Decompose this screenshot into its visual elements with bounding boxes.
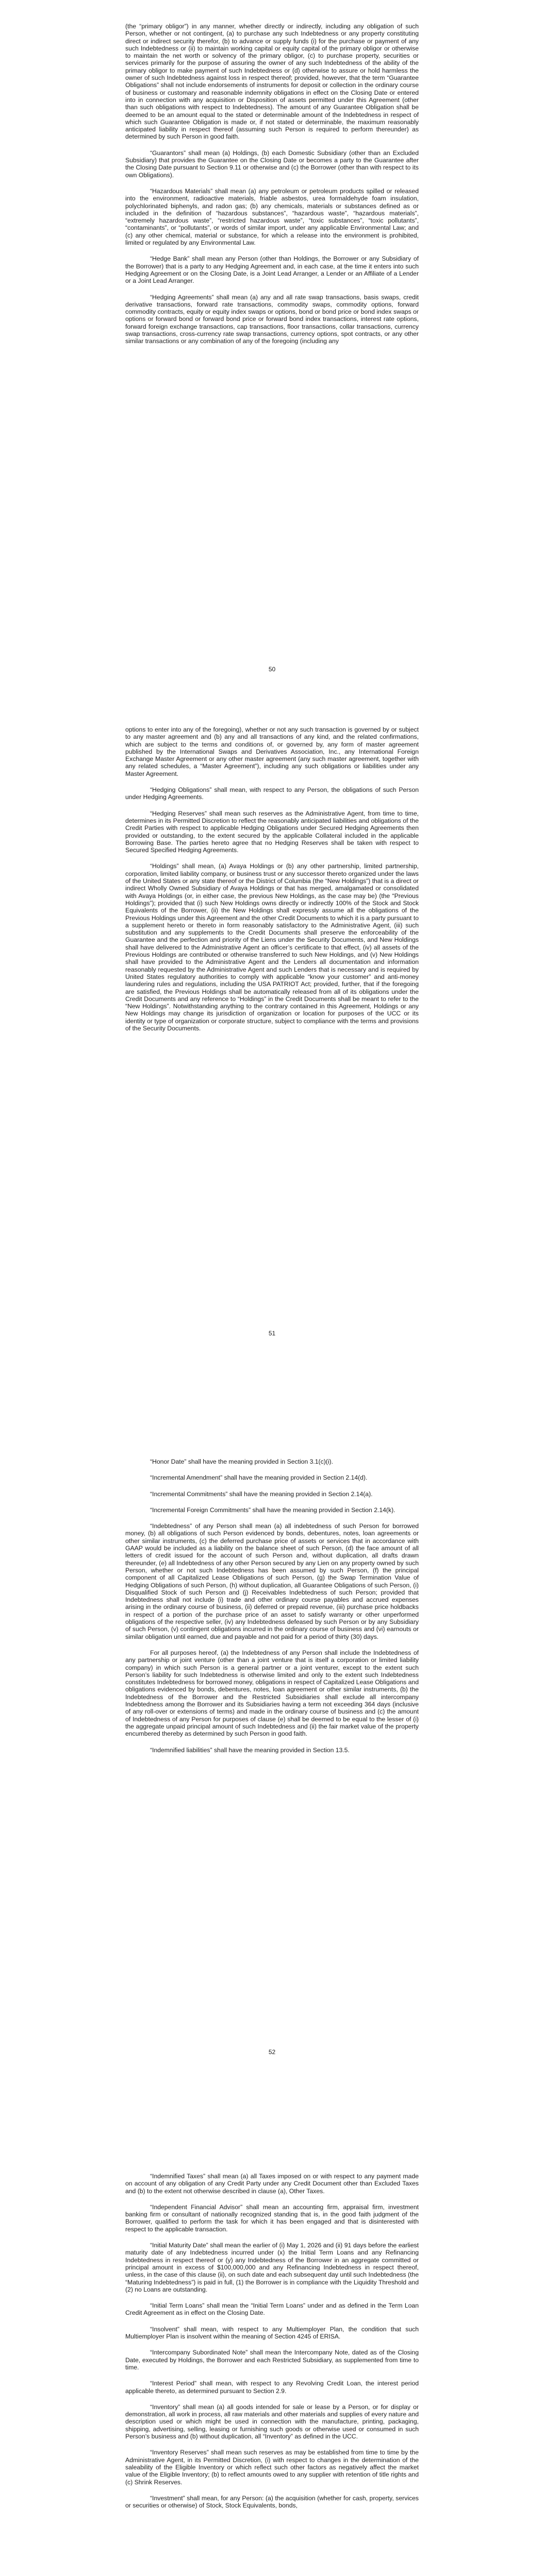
- paragraph: “Hedging Obligations” shall mean, with respect to any Person, the obligations of such Person under Hedging Agreements.: [125, 786, 419, 801]
- paragraph: “Incremental Amendment” shall have the meaning provided in Section 2.14(d).: [150, 1474, 368, 1482]
- paragraph: “Incremental Commitments” shall have the meaning provided in Section 2.14(a).: [150, 1490, 373, 1498]
- paragraph: “Intercompany Subordinated Note” shall mean the Intercompany Note, dated as of the Closing Date, executed by Holdings, the Borrower and each Restricted Subsidiary, as supplemented from time to time.: [125, 2349, 419, 2371]
- page-number: 52: [268, 2048, 276, 2056]
- paragraph: “Investment” shall mean, for any Person: (a) the acquisition (whether for cash, property, services or securities or otherwise) of Stock, Stock Equivalents, bonds,: [125, 2494, 419, 2510]
- paragraph: “Interest Period” shall mean, with respect to any Revolving Credit Loan, the interest period applicable thereto, as determined pursuant to Section 2.9.: [125, 2380, 419, 2395]
- paragraph: “Initial Maturity Date” shall mean the earlier of (i) May 1, 2026 and (ii) 91 days before the earliest maturity date of any Indebtedness incurred under (x) the Initial Term Loans and any Refinancing Indebtedness in respect thereof or (y) any Indebtedness of the Borrower in an aggregate committed or principal amount in excess of $100,000,000 and any Refinancing Indebtedness in respect thereof, unless, in the case of this clause (ii), on such date and each subsequent day until such Indebtedness (the “Maturing Indebtedness”) is paid in full, (1) the Borrower is in compliance with the Liquidity Threshold and (2) no Loans are outstanding.: [125, 2242, 419, 2293]
- page-number: 50: [268, 666, 276, 673]
- paragraph: “Initial Term Loans” shall mean the “Initial Term Loans” under and as defined in the Term Loan Credit Agreement as in effect on the Closing Date.: [125, 2302, 419, 2317]
- paragraph: “Holdings” shall mean, (a) Avaya Holdings or (b) any other partnership, limited partnership, corporation, limited liability company, or business trust or any successor thereto organized under the laws of the United States or any state thereof or the District of Columbia (the “New Holdings”) that is a direct or indirect Wholly Owned Subsidiary of Avaya Holdings or that has merged, amalgamated or consolidated with Avaya Holdings (or, in either case, the previous New Holdings, as the case may be) (the “Previous Holdings”); provided that (i) such New Holdings owns directly or indirectly 100% of the Stock and Stock Equivalents of the Borrower, (ii) the New Holdings shall expressly assume all the obligations of the Previous Holdings under this Agreement and the other Credit Documents to which it is a party pursuant to a supplement hereto or thereto in form reasonably satisfactory to the Administrative Agent, (iii) such substitution and any supplements to the Credit Documents shall preserve the enforceability of the Guarantee and the perfection and priority of the Liens under the Security Documents, and New Holdings shall have delivered to the Administrative Agent an officer’s certificate to that effect, (iv) all assets of the Previous Holdings are contributed or otherwise transferred to such New Holdings, and (v) New Holdings shall have provided to the Administrative Agent and the Lenders all documentation and information reasonably requested by the Administrative Agent and such Lenders that is necessary and is required by United States regulatory authorities to comply with applicable “know your customer” and anti-money laundering rules and regulations, including the USA PATRIOT Act; provided, further, that if the foregoing are satisfied, the Previous Holdings shall be automatically released from all of its obligations under the Credit Documents and any reference to “Holdings” in the Credit Documents shall be meant to refer to the “New Holdings”. Notwithstanding anything to the contrary contained in this Agreement, Holdings or any New Holdings may change its jurisdiction of organization or location for purposes of the UCC or its identity or type of organization or corporate structure, subject to compliance with the terms and provisions of the Security Documents.: [125, 862, 419, 1032]
- paragraph: options to enter into any of the foregoing), whether or not any such transaction is governed by or subject to any master agreement and (b) any and all transactions of any kind, and the related confirmations, which are subject to the terms and conditions of, or governed by, any form of master agreement published by the International Swaps and Derivatives Association, Inc., any International Foreign Exchange Master Agreement or any other master agreement (any such master agreement, together with any related schedules, a “Master Agreement”), including any such obligations or liabilities under any Master Agreement.: [125, 726, 419, 777]
- paragraph: “Inventory Reserves” shall mean such reserves as may be established from time to time by the Administrative Agent, in its Permitted Discretion, (i) with respect to changes in the determination of the saleability of the Eligible Inventory or which reflect such other factors as negatively affect the market value of the Eligible Inventory; (b) to reflect amounts owed to any supplier with retention of title rights and (c) Shrink Reserves.: [125, 2449, 419, 2486]
- paragraph: “Honor Date” shall have the meaning provided in Section 3.1(c)(i).: [150, 1458, 333, 1465]
- paragraph: “Guarantors” shall mean (a) Holdings, (b) each Domestic Subsidiary (other than an Excluded Subsidiary) that provides the Guarantee on the Closing Date or becomes a party to the Guarantee after the Closing Date pursuant to Section 9.11 or otherwise and (c) the Borrower (other than with respect to its own Obligations).: [125, 149, 419, 179]
- paragraph: “Hedge Bank” shall mean any Person (other than Holdings, the Borrower or any Subsidiary of the Borrower) that is a party to any Hedging Agreement and, in each case, at the time it enters into such Hedging Agreement or on the Closing Date, is a Joint Lead Arranger, a Lender or an Affiliate of a Lender or a Joint Lead Arranger.: [125, 255, 419, 285]
- paragraph: “Indemnified liabilities” shall have the meaning provided in Section 13.5.: [150, 1746, 350, 1754]
- page-number: 51: [268, 1330, 276, 1337]
- paragraph: “Independent Financial Advisor” shall mean an accounting firm, appraisal firm, investment banking firm or consultant of nationally recognized standing that is, in the good faith judgment of the Borrower, qualified to perform the task for which it has been engaged and that is disinterested with respect to the applicable transaction.: [125, 2203, 419, 2233]
- page-51: [0, 703, 544, 1406]
- paragraph: “Inventory” shall mean (a) all goods intended for sale or lease by a Person, or for display or demonstration, all work in process, all raw materials and other materials and supplies of every nature and description used or which might be used in connection with the manufacture, printing, packaging, shipping, advertising, selling, leasing or furnishing such goods or otherwise used or consumed in such Person’s business and (b) without duplication, all “Inventory” as defined in the UCC.: [125, 2403, 419, 2441]
- paragraph: “Insolvent” shall mean, with respect to any Multiemployer Plan, the condition that such Multiemployer Plan is insolvent within the meaning of Section 4245 of ERISA.: [125, 2325, 419, 2341]
- page-53: [0, 2110, 544, 2576]
- paragraph: “Indemnified Taxes” shall mean (a) all Taxes imposed on or with respect to any payment made on account of any obligation of any Credit Party under any Credit Document other than Excluded Taxes and (b) to the extent not otherwise described in clause (a), Other Taxes.: [125, 2173, 419, 2195]
- paragraph: “Hedging Agreements” shall mean (a) any and all rate swap transactions, basis swaps, credit derivative transactions, forward rate transactions, commodity swaps, commodity options, forward commodity contracts, equity or equity index swaps or options, bond or bond price or bond index swaps or options or forward bond or forward bond price or forward bond index transactions, interest rate options, forward foreign exchange transactions, cap transactions, floor transactions, collar transactions, currency swap transactions, cross-currency rate swap transactions, currency options, spot contracts, or any other similar transactions or any combination of any of the foregoing (including any: [125, 293, 419, 345]
- paragraph: For all purposes hereof, (a) the Indebtedness of any Person shall include the Indebtedness of any partnership or joint venture (other than a joint venture that is itself a corporation or limited liability company) in which such Person is a general partner or a joint venturer, except to the extent such Person’s liability for such Indebtedness is otherwise limited and only to the extent such Indebtedness constitutes Indebtedness for borrowed money, obligations in respect of Capitalized Lease Obligations and obligations evidenced by bonds, debentures, notes, loan agreement or other similar instruments, (b) the Indebtedness of the Borrower and the Restricted Subsidiaries shall exclude all intercompany Indebtedness among the Borrower and its Subsidiaries having a term not exceeding 364 days (inclusive of any roll-over or extensions of terms) and made in the ordinary course of business and (c) the amount of Indebtedness of any Person for purposes of clause (e) shall be deemed to be equal to the lesser of (i) the aggregate unpaid principal amount of such Indebtedness and (ii) the fair market value of the property encumbered thereby as determined by such Person in good faith.: [125, 1649, 419, 1738]
- paragraph: “Indebtedness” of any Person shall mean (a) all indebtedness of such Person for borrowed money, (b) all obligations of such Person evidenced by bonds, debentures, notes, loan agreements or other similar instruments, (c) the deferred purchase price of assets or services that in accordance with GAAP would be included as a liability on the balance sheet of such Person, (d) the face amount of all letters of credit issued for the account of such Person and, without duplication, all drafts drawn thereunder, (e) all Indebtedness of any other Person secured by any Lien on any property owned by such Person, whether or not such Indebtedness has been assumed by such Person, (f) the principal component of all Capitalized Lease Obligations of such Person, (g) the Swap Termination Value of Hedging Obligations of such Person, (h) without duplication, all Guarantee Obligations of such Person, (i) Disqualified Stock of such Person and (j) Receivables Indebtedness of such Person; provided that Indebtedness shall not include (i) trade and other ordinary course payables and accrued expenses arising in the ordinary course of business, (ii) deferred or prepaid revenue, (iii) purchase price holdbacks in respect of a portion of the purchase price of an asset to satisfy warranty or other unperformed obligations of the respective seller, (iv) any Indebtedness defeased by such Person or by any Subsidiary of such Person, (v) contingent obligations incurred in the ordinary course of business and (vi) earnouts or similar obligation until earned, due and payable and not paid for a period of thirty (30) days.: [125, 1522, 419, 1640]
- paragraph: “Hedging Reserves” shall mean such reserves as the Administrative Agent, from time to time, determines in its Permitted Discretion to reflect the reasonably anticipated liabilities and obligations of the Credit Parties with respect to applicable Hedging Obligations under Secured Hedging Agreements then provided or outstanding, to the extent secured by the applicable Collateral included in the applicable Borrowing Base. The parties hereto agree that no Hedging Reserves shall be taken with respect to Secured Specified Hedging Agreements.: [125, 809, 419, 854]
- paragraph: (the “primary obligor”) in any manner, whether directly or indirectly, including any obligation of such Person, whether or not contingent, (a) to purchase any such Indebtedness or any property constituting direct or indirect security therefor, (b) to advance or supply funds (i) for the purchase or payment of any such Indebtedness or (ii) to maintain working capital or equity capital of the primary obligor or otherwise to maintain the net worth or solvency of the primary obligor, (c) to purchase property, securities or services primarily for the purpose of assuring the owner of any such Indebtedness of the ability of the primary obligor to make payment of such Indebtedness or (d) otherwise to assure or hold harmless the owner of such Indebtedness against loss in respect thereof; provided, however, that the term “Guarantee Obligations” shall not include endorsements of instruments for deposit or collection in the ordinary course of business or customary and reasonable indemnity obligations in effect on the Closing Date or entered into in connection with any acquisition or Disposition of assets permitted under this Agreement (other than such obligations with respect to Indebtedness). The amount of any Guarantee Obligation shall be deemed to be an amount equal to the stated or determinable amount of the Indebtedness in respect of which such Guarantee Obligation is made or, if not stated or determinable, the maximum reasonably anticipated liability in respect thereof (assuming such Person is required to perform thereunder) as determined by such Person in good faith.: [125, 23, 419, 141]
- paragraph: “Incremental Foreign Commitments” shall have the meaning provided in Section 2.14(k).: [150, 1506, 395, 1514]
- paragraph: “Hazardous Materials” shall mean (a) any petroleum or petroleum products spilled or released into the environment, radioactive materials, friable asbestos, urea formaldehyde foam insulation, polychlorinated biphenyls, and radon gas; (b) any chemicals, materials or substances defined as or included in the definition of “hazardous substances”, “hazardous waste”, “hazardous materials”, “extremely hazardous waste”, “restricted hazardous waste”, “toxic substances”, “toxic pollutants”, “contaminants”, or “pollutants”, or words of similar import, under any applicable Environmental Law; and (c) any other chemical, material or substance, for which a release into the environment is prohibited, limited or regulated by any Environmental Law.: [125, 187, 419, 247]
- page-52: [0, 1406, 544, 2110]
- page-50: [0, 0, 544, 703]
